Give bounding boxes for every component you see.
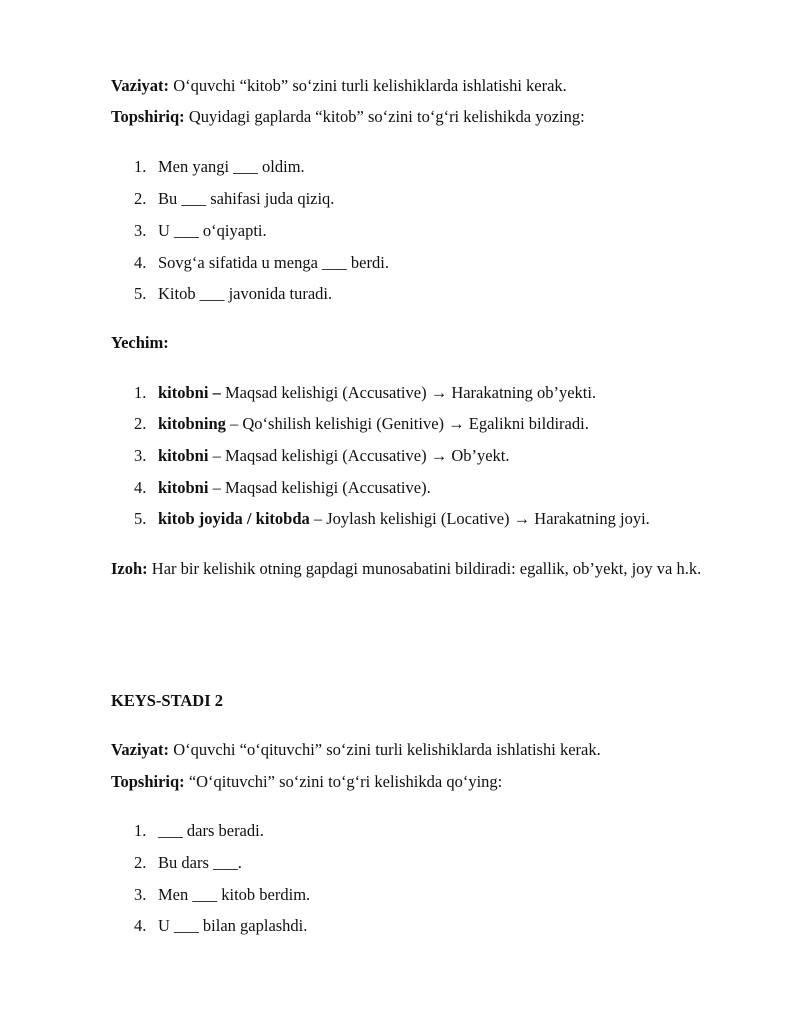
list-text: Men ___ kitob berdim. — [158, 885, 311, 904]
list-number: 1. — [134, 157, 147, 176]
list-number: 3. — [134, 885, 147, 904]
vaziyat-label: Vaziyat: — [111, 76, 170, 95]
list-text: Bu dars ___. — [158, 853, 242, 872]
answer-word: kitob joyida / kitobda — [158, 509, 310, 528]
topshiriq-label: Topshiriq: — [111, 107, 185, 126]
list-text: U ___ o‘qiyapti. — [158, 221, 267, 240]
vaziyat-text: O‘quvchi “o‘qituvchi” so‘zini turli kelishiklarda ishlatishi kerak. — [169, 740, 601, 759]
yechim-heading — [111, 333, 169, 353]
list-number: 5. — [134, 509, 147, 528]
answer-word: kitobni – — [158, 383, 221, 402]
answer-word: kitobni — [158, 478, 209, 497]
list-text: ___ dars beradi. — [158, 821, 264, 840]
answer-item — [134, 509, 650, 529]
izoh-text: Har bir kelishik otning gapdagi munosabatini bildiradi: egallik, ob’yekt, joy va h.k. — [147, 559, 702, 578]
izoh-note — [111, 553, 751, 584]
list-item — [134, 189, 334, 209]
answer-word: kitobning — [158, 414, 226, 433]
topshiriq-label: Topshiriq: — [111, 772, 185, 791]
answer-text: Maqsad kelishigi (Accusative) → Harakatning ob’yekti. — [220, 383, 597, 402]
list-number: 2. — [134, 414, 147, 433]
list-number: 4. — [134, 916, 147, 935]
answer-word: kitobni — [158, 446, 209, 465]
list-text: Bu ___ sahifasi juda qiziq. — [158, 189, 335, 208]
case1-vaziyat — [111, 76, 567, 96]
list-number: 3. — [134, 221, 147, 240]
list-number: 5. — [134, 284, 147, 303]
list-number: 3. — [134, 446, 147, 465]
case2-heading — [111, 691, 223, 711]
case2-vaziyat — [111, 740, 601, 760]
list-item — [134, 284, 332, 304]
answer-text: – Qo‘shilish kelishigi (Genitive) → Egalikni bildiradi. — [225, 414, 589, 433]
case1-topshiriq — [111, 107, 585, 127]
list-number: 2. — [134, 853, 147, 872]
list-item — [134, 853, 242, 873]
list-item — [134, 885, 310, 905]
yechim-label: Yechim: — [111, 333, 169, 352]
answer-item — [134, 414, 589, 434]
list-item — [134, 157, 305, 177]
answer-text: – Joylash kelishigi (Locative) → Harakatning joyi. — [309, 509, 650, 528]
list-item — [134, 821, 264, 841]
answer-item — [134, 446, 510, 466]
list-number: 4. — [134, 478, 147, 497]
list-text: U ___ bilan gaplashdi. — [158, 916, 308, 935]
topshiriq-text: Quyidagi gaplarda “kitob” so‘zini to‘g‘ri kelishikda yozing: — [184, 107, 585, 126]
list-text: Men yangi ___ oldim. — [158, 157, 305, 176]
answer-item — [134, 478, 431, 498]
list-number: 1. — [134, 821, 147, 840]
list-text: Sovg‘a sifatida u menga ___ berdi. — [158, 253, 389, 272]
list-item — [134, 916, 307, 936]
case2-topshiriq — [111, 772, 502, 792]
topshiriq-text: “O‘qituvchi” so‘zini to‘g‘ri kelishikda qo‘ying: — [184, 772, 503, 791]
list-number: 1. — [134, 383, 147, 402]
answer-text: – Maqsad kelishigi (Accusative) → Ob’yekt. — [208, 446, 510, 465]
answer-item — [134, 383, 596, 403]
list-number: 2. — [134, 189, 147, 208]
list-text: Kitob ___ javonida turadi. — [158, 284, 333, 303]
vaziyat-text: O‘quvchi “kitob” so‘zini turli kelishiklarda ishlatishi kerak. — [169, 76, 567, 95]
list-number: 4. — [134, 253, 147, 272]
list-item — [134, 221, 267, 241]
case-heading: KEYS-STADI 2 — [111, 691, 224, 710]
answer-text: – Maqsad kelishigi (Accusative). — [208, 478, 431, 497]
vaziyat-label: Vaziyat: — [111, 740, 170, 759]
list-item — [134, 253, 389, 273]
izoh-label: Izoh: — [111, 559, 148, 578]
